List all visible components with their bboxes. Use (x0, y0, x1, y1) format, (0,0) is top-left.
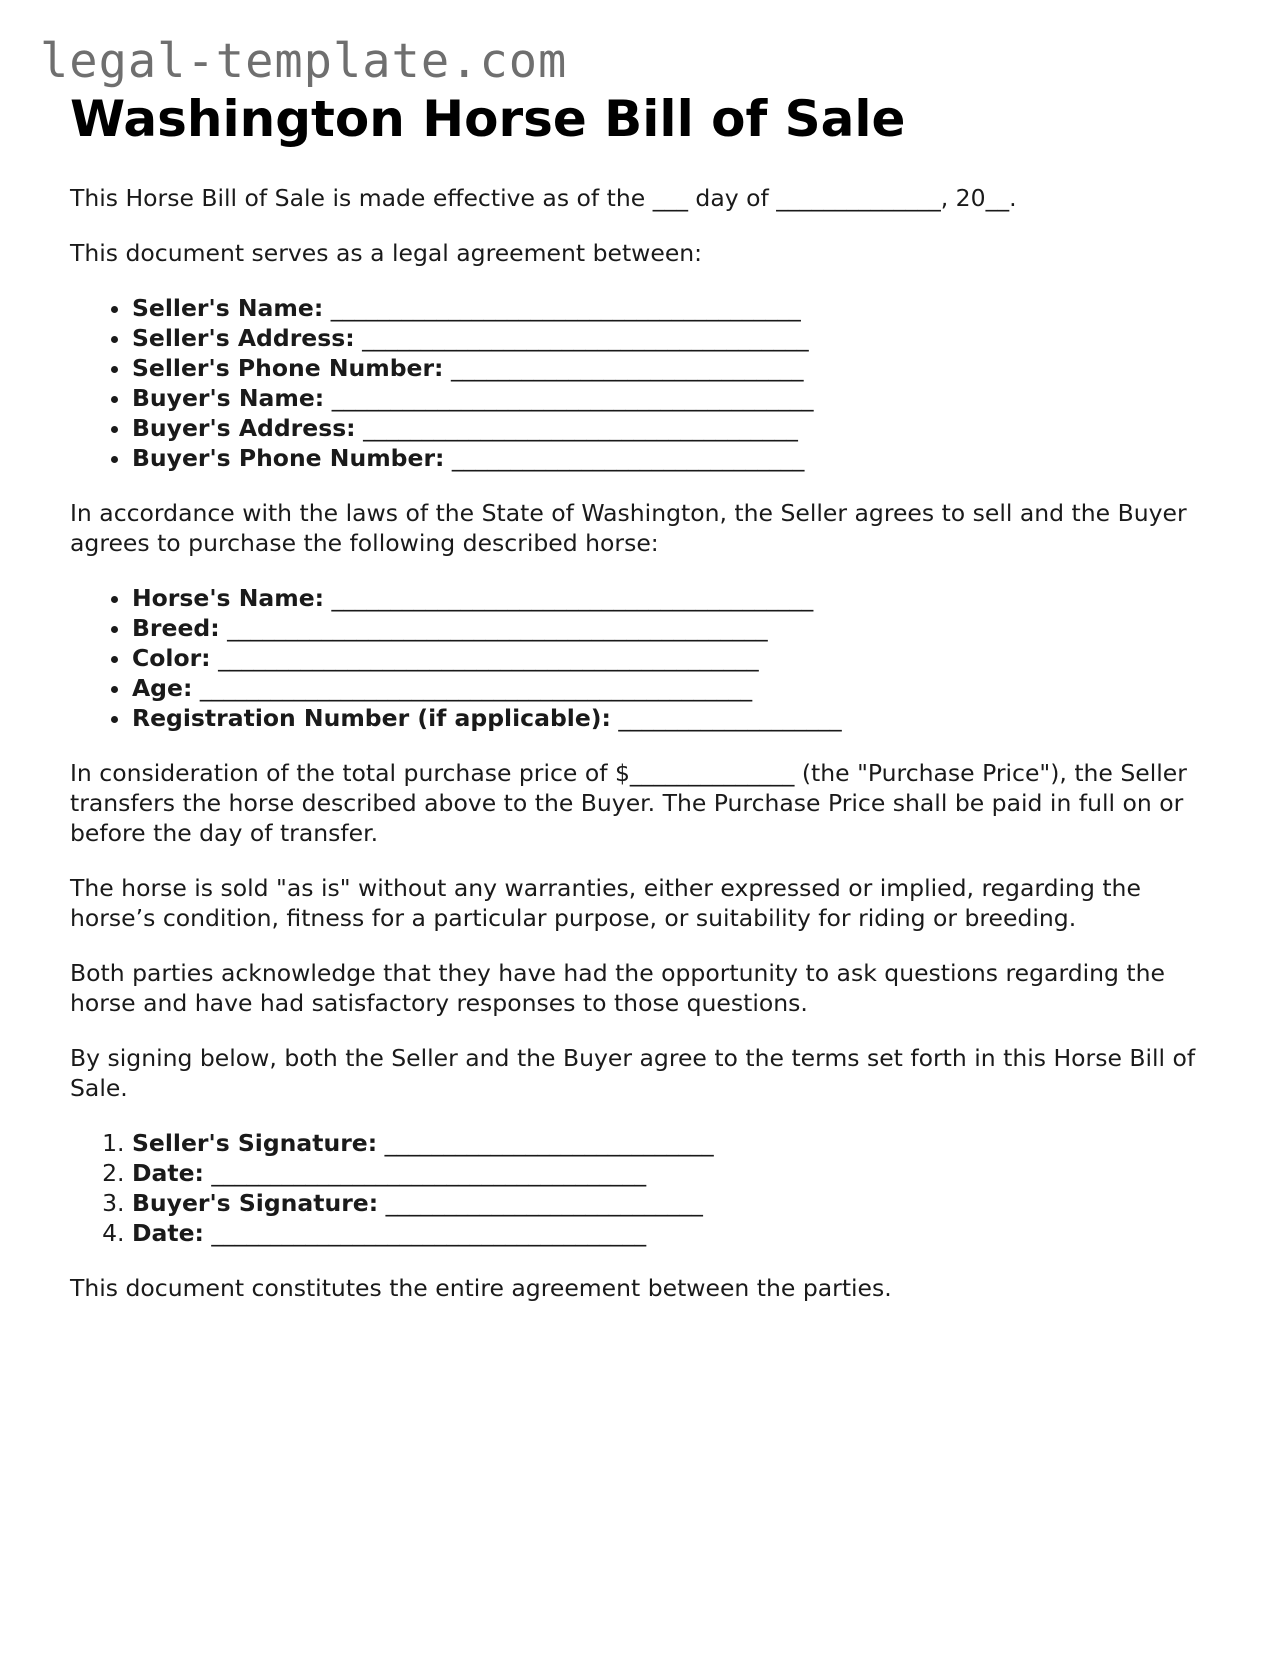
field-label: Buyer's Phone Number: (132, 444, 445, 472)
field-blank[interactable]: _______________________________________________ (199, 674, 753, 702)
field-blank[interactable]: ________________________________________ (330, 294, 801, 322)
field-blank[interactable]: _________________________________________ (331, 584, 814, 612)
agreement-paragraph: In accordance with the laws of the State of Washington, the Seller agrees to sell and the Buyer agrees to purchase the following described horse: (70, 499, 1187, 557)
field-label: Registration Number (if applicable): (132, 704, 611, 732)
field-label: Seller's Name: (132, 294, 324, 322)
field-label: Age: (132, 674, 193, 702)
field-blank[interactable]: ___________________________ (385, 1189, 703, 1217)
field-label: Buyer's Address: (132, 414, 356, 442)
seller-signature-item (132, 1128, 1220, 1158)
field-label: Seller's Phone Number: (132, 354, 444, 382)
field-label: Date: (132, 1219, 204, 1247)
field-label: Date: (132, 1159, 204, 1187)
parties-intro-paragraph: This document serves as a legal agreement between: (70, 239, 703, 267)
buyer-signature-item (132, 1188, 1220, 1218)
field-blank[interactable]: ______________________________ (451, 444, 805, 472)
field-label: Color: (132, 644, 211, 672)
field-blank[interactable]: ______________________________ (450, 354, 804, 382)
buyer-address-item (132, 413, 1220, 443)
as-is-paragraph: The horse is sold "as is" without any warranties, either expressed or implied, regarding the horse’s condition, fitness for a particular purpose, or suitability for riding or breeding. (70, 874, 1141, 932)
horse-registration-item (132, 703, 1220, 733)
field-blank[interactable]: ______________________________________ (362, 324, 809, 352)
field-blank[interactable]: ______________________________________________ (218, 644, 759, 672)
horse-details-list (70, 583, 1220, 733)
signing-paragraph: By signing below, both the Seller and the Buyer agree to the terms set forth in this Horse Bill of Sale. (70, 1044, 1196, 1102)
closing-paragraph: This document constitutes the entire agreement between the parties. (70, 1274, 892, 1302)
field-label: Buyer's Signature: (132, 1189, 379, 1217)
field-blank[interactable]: ______________________________________________ (227, 614, 768, 642)
signatures-list (70, 1128, 1220, 1248)
field-label: Buyer's Name: (132, 384, 325, 412)
horse-color-item (132, 643, 1220, 673)
seller-name-item (132, 293, 1220, 323)
horse-age-item (132, 673, 1220, 703)
field-label: Breed: (132, 614, 220, 642)
document-body (70, 183, 1220, 1328)
intro-paragraph: This Horse Bill of Sale is made effective as of the ___ day of ______________, 20__. (70, 184, 1017, 212)
field-label: Seller's Address: (132, 324, 355, 352)
watermark-logo: legal-template.com (40, 34, 568, 89)
acknowledge-paragraph: Both parties acknowledge that they have had the opportunity to ask questions regarding the horse and have had satisfactory responses to those questions. (70, 959, 1165, 1017)
field-blank[interactable]: _____________________________________ (363, 414, 798, 442)
seller-date-item (132, 1158, 1220, 1188)
field-blank[interactable]: _________________________________________ (331, 384, 814, 412)
parties-list (70, 293, 1220, 473)
field-label: Seller's Signature: (132, 1129, 378, 1157)
buyer-name-item (132, 383, 1220, 413)
document-title: Washington Horse Bill of Sale (70, 90, 906, 148)
buyer-date-item (132, 1218, 1220, 1248)
seller-phone-item (132, 353, 1220, 383)
field-blank[interactable]: ___________________ (618, 704, 842, 732)
buyer-phone-item (132, 443, 1220, 473)
field-label: Horse's Name: (132, 584, 325, 612)
field-blank[interactable]: _____________________________________ (211, 1219, 647, 1247)
field-blank[interactable]: ____________________________ (384, 1129, 714, 1157)
price-paragraph: In consideration of the total purchase price of $______________ (the "Purchase Price"), the Seller transfers the horse described above to the Buyer. The Purchase Price shall be paid in full on or before the day of transfer. (70, 759, 1187, 847)
horse-name-item (132, 583, 1220, 613)
seller-address-item (132, 323, 1220, 353)
horse-breed-item (132, 613, 1220, 643)
field-blank[interactable]: _____________________________________ (211, 1159, 647, 1187)
